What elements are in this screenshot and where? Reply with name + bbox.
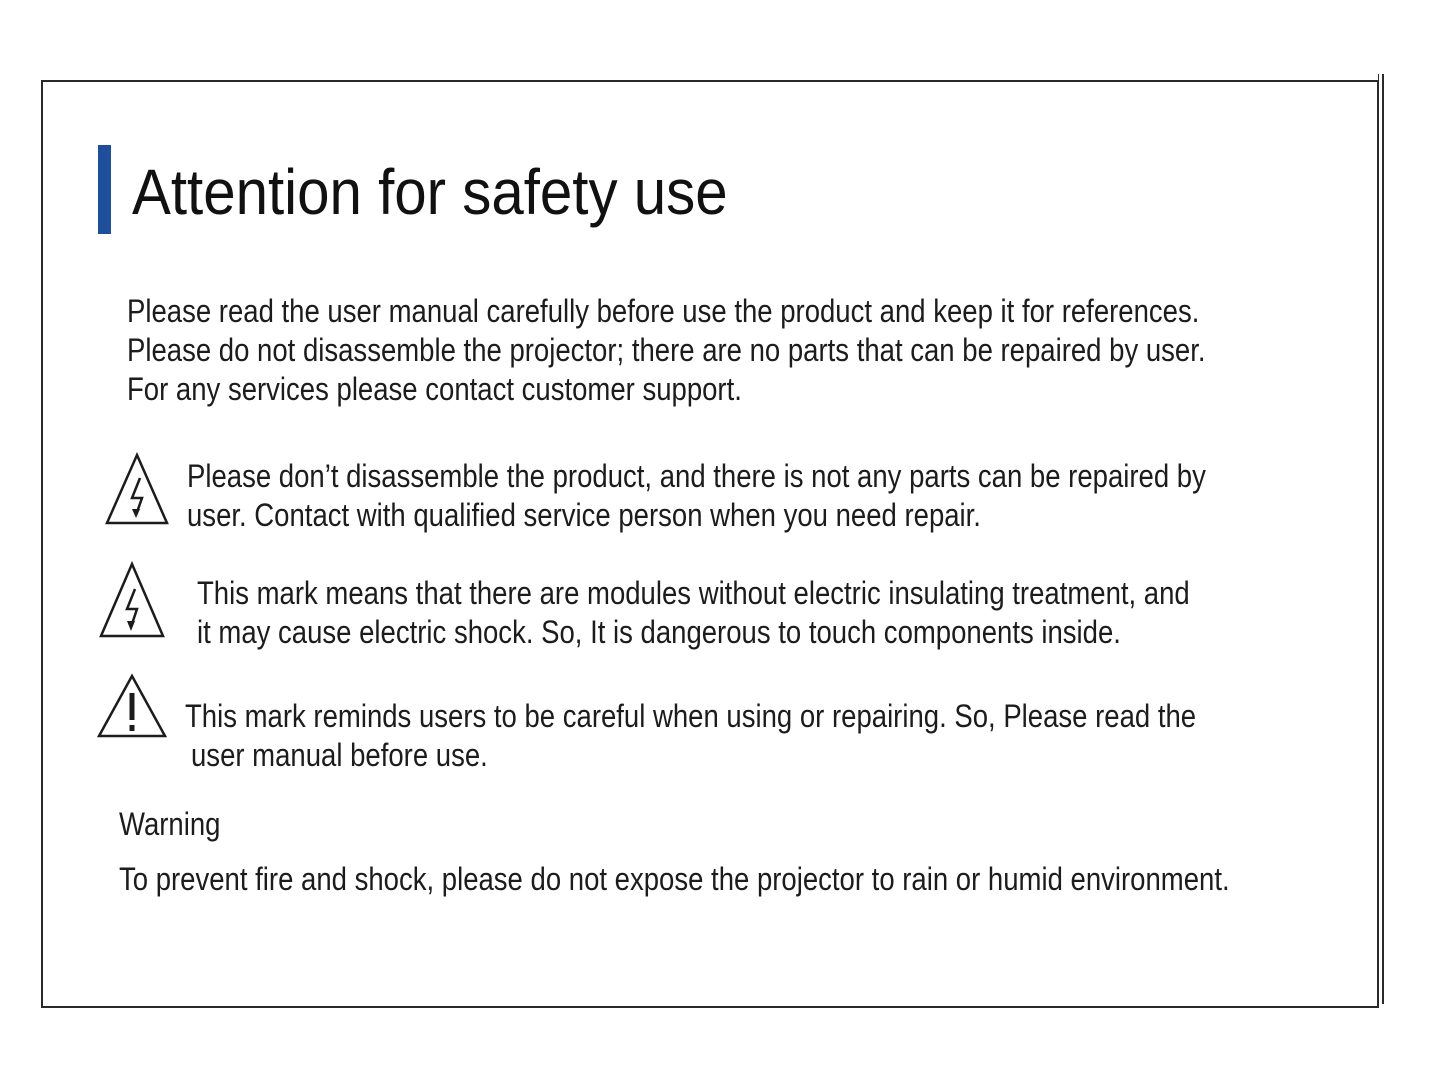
notice-line: it may cause electric shock. So, It is dangerous to touch components inside. — [197, 614, 1121, 650]
warning-text: To prevent fire and shock, please do not expose the projector to rain or humid environment. — [119, 861, 1230, 897]
intro-line-2: Please do not disassemble the projector; there are no parts that can be repaired by user. — [127, 332, 1206, 368]
caution-exclamation-icon — [96, 673, 168, 739]
intro-line-3: For any services please contact customer support. — [127, 371, 742, 407]
page-frame-edge — [1378, 74, 1384, 1004]
electric-shock-warning-icon — [104, 452, 170, 526]
title-accent-bar — [98, 145, 111, 234]
electric-shock-warning-icon — [98, 561, 166, 639]
page-title: Attention for safety use — [132, 156, 728, 228]
notice-line: Please don’t disassemble the product, and there is not any parts can be repaired by — [187, 458, 1206, 494]
warning-heading: Warning — [119, 806, 221, 842]
notice-line: user manual before use. — [191, 737, 488, 773]
notice-line: user. Contact with qualified service person when you need repair. — [187, 497, 981, 533]
notice-line: This mark means that there are modules without electric insulating treatment, and — [197, 575, 1190, 611]
intro-line-1: Please read the user manual carefully before use the product and keep it for references. — [127, 293, 1200, 329]
notice-line: This mark reminds users to be careful when using or repairing. So, Please read the — [185, 698, 1197, 734]
